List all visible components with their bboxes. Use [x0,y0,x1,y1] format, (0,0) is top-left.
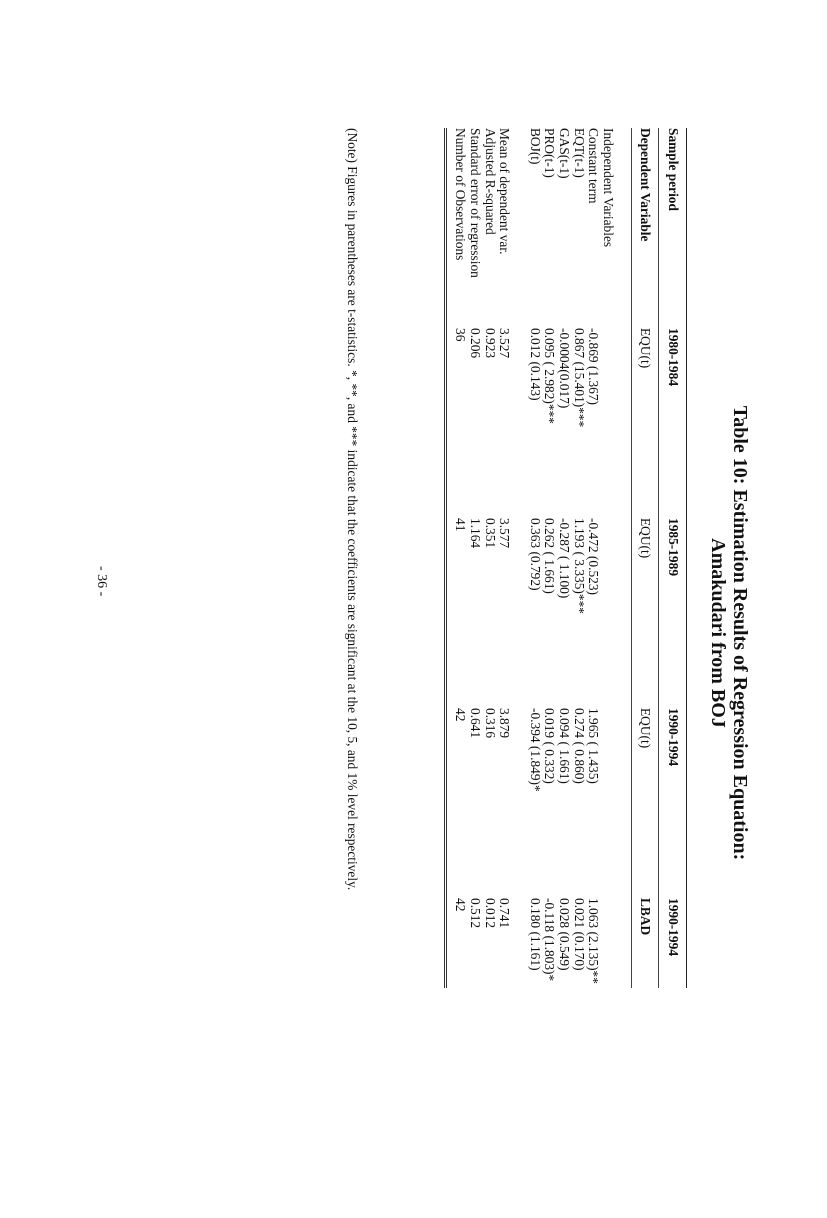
cell: -0.869 (1.367) [586,328,602,405]
cell: 0.094 ( 1.661) [557,708,573,784]
cell: 0.019 ( 0.332) [542,708,558,784]
independent-variables-label: Independent Variables [600,128,616,248]
cell: -0.118 (1.803)* [542,898,558,982]
dependent-variable-label: Dependent Variable [638,128,654,242]
cell: 0.095 ( 2.982)*** [542,328,558,424]
cell: 0.351 [482,518,498,549]
cell: 0.021 (0.170) [571,898,587,971]
cell: 0.028 (0.549) [557,898,573,971]
cell: 0.262 ( 1.661) [542,518,558,594]
cell: 3.879 [497,708,513,739]
cell: -0.472 (0.523) [586,518,602,595]
table-row [467,128,482,988]
table-row [497,128,512,988]
stat-label: Adjusted R-squared [482,128,498,235]
row-label: BOJ(t) [527,128,543,165]
cell: 0.274 ( 0.860) [571,708,587,784]
stat-label: Number of Observations [453,128,469,261]
header-row-period [659,128,686,988]
page-number: - 36 - [94,566,109,597]
cell: 3.527 [497,328,513,359]
cell: -0.394 (1.849)* [527,708,543,792]
dep-var-2: EQU(t) [638,518,654,559]
table-row [556,128,571,988]
stat-label: Standard error of regression [468,128,484,278]
cell: 0.180 (1.161) [527,898,543,971]
table-row [453,128,468,988]
table-row [542,128,557,988]
cell: 0.363 (0.792) [527,518,543,591]
independent-header-row [600,128,615,988]
cell: 0.741 [497,898,513,929]
cell: 0.316 [482,708,498,739]
period-4: 1990-1994 [666,898,681,957]
cell: 42 [453,708,469,722]
table-row [586,128,601,988]
cell: 0.012 (0.143) [527,328,543,401]
period-2: 1985-1989 [666,518,681,577]
cell: 42 [453,898,469,912]
cell: 36 [453,328,469,342]
cell: 1.063 (2.135)** [586,898,602,984]
row-label: Constant term [586,128,602,204]
cell: 0.512 [468,898,484,929]
sample-period-label: Sample period [666,128,681,211]
cell: 0.641 [468,708,484,739]
table-title: Table 10: Estimation Results of Regression Equation: [729,405,751,861]
table-note: (Note) Figures in parentheses are t-statistics. *, **, and *** indicate that the coefficients are significant at the 10, 5, and 1% level respectively. [345,128,360,891]
table-row [527,128,542,988]
cell: 1.965 ( 1.435) [586,708,602,784]
row-label: PRO(t-1) [542,128,558,178]
period-1: 1980-1984 [666,328,681,387]
cell: 3.577 [497,518,513,549]
row-label: GAS(t-1) [557,128,573,179]
cell: -0.0004(0.017) [557,328,573,409]
cell: 0.206 [468,328,484,359]
cell: -0.287 ( 1.100) [557,518,573,599]
table-row [571,128,586,988]
period-3: 1990-1994 [666,708,681,767]
cell: 1.193 ( 3.335)*** [571,518,587,614]
cell: 1.164 [468,518,484,549]
cell: 0.012 [482,898,498,929]
dep-var-4: LBAD [638,898,654,936]
cell: 41 [453,518,469,532]
header-row-dependent [631,128,658,988]
regression-table [444,128,687,988]
row-label: EQT(t-1) [571,128,587,178]
table-subtitle: Amakudari from BOJ [707,538,729,728]
cell: 0.867 (15.401)*** [571,328,587,428]
dep-var-1: EQU(t) [638,328,654,369]
table-row [482,128,497,988]
stat-label: Mean of dependent var. [497,128,513,255]
dep-var-3: EQU(t) [638,708,654,749]
cell: 0.923 [482,328,498,359]
